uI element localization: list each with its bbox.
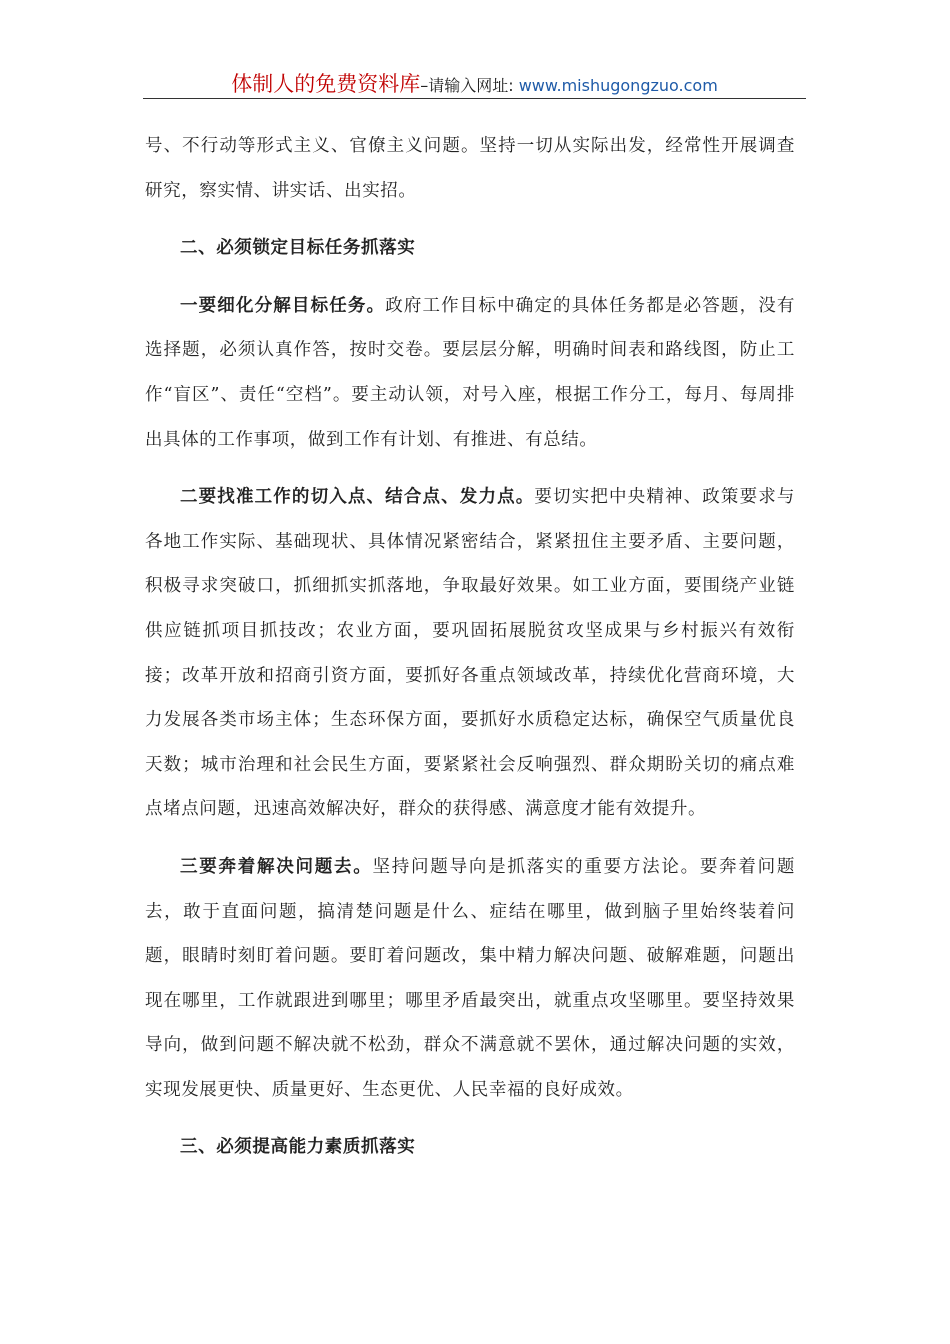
paragraph-text: 坚持问题导向是抓落实的重要方法论。要奔着问题去，敢于直面问题，搞清楚问题是什么、症结在哪里，做到脑子里始终装着问题，眼睛时刻盯着问题。要盯着问题改，集中精力解决问题、破解难题，问题出现在哪里，工作就跟进到哪里；哪里矛盾最突出，就重点攻坚哪里。要坚持效果导向，做到问题不解决就不松劲，群众不满意就不罢休，通过解决问题的实效，实现发展更快、质量更好、生态更优、人民幸福的良好成效。 (145, 856, 795, 1100)
section-heading-text: 二、必须锁定目标任务抓落实 (180, 238, 416, 259)
paragraph-text: 号、不行动等形式主义、官僚主义问题。坚持一切从实际出发，经常性开展调查研究，察实情、讲实话、出实招。 (145, 136, 795, 201)
paragraph-point-3 (145, 845, 795, 1113)
paragraph-lead: 二要找准工作的切入点、结合点、发力点。 (180, 487, 535, 508)
section-heading-text: 三、必须提高能力素质抓落实 (180, 1137, 416, 1158)
paragraph-point-1 (145, 284, 795, 462)
section-heading-3 (145, 1125, 795, 1170)
header-url-link[interactable]: www.mishugongzuo.com (518, 76, 718, 95)
document-body (145, 124, 795, 1170)
header-brand: 体制人的免费资料库 (231, 72, 421, 96)
paragraph-lead: 一要细化分解目标任务。 (180, 295, 386, 316)
paragraph-point-2 (145, 475, 795, 832)
header-separator: –请输入网址: (420, 76, 514, 95)
page-header (143, 68, 806, 98)
paragraph-text: 要切实把中央精神、政策要求与各地工作实际、基础现状、具体情况紧密结合，紧紧扭住主要矛盾、主要问题，积极寻求突破口，抓细抓实抓落地，争取最好效果。如工业方面，要围绕产业链供应链抓项目抓技改；农业方面，要巩固拓展脱贫攻坚成果与乡村振兴有效衔接；改革开放和招商引资方面，要抓好各重点领域改革，持续优化营商环境，大力发展各类市场主体；生态环保方面，要抓好水质稳定达标，确保空气质量优良天数；城市治理和社会民生方面，要紧紧社会反响强烈、群众期盼关切的痛点难点堵点问题，迅速高效解决好，群众的获得感、满意度才能有效提升。 (145, 487, 795, 820)
section-heading-2 (145, 226, 795, 271)
header-rule (143, 98, 806, 99)
paragraph-text: 政府工作目标中确定的具体任务都是必答题，没有选择题，必须认真作答，按时交卷。要层层分解，明确时间表和路线图，防止工作“盲区”、责任“空档”。要主动认领，对号入座，根据工作分工，每月、每周排出具体的工作事项，做到工作有计划、有推进、有总结。 (145, 295, 795, 450)
paragraph-lead: 三要奔着解决问题去。 (180, 856, 373, 877)
paragraph-continuation (145, 124, 795, 213)
